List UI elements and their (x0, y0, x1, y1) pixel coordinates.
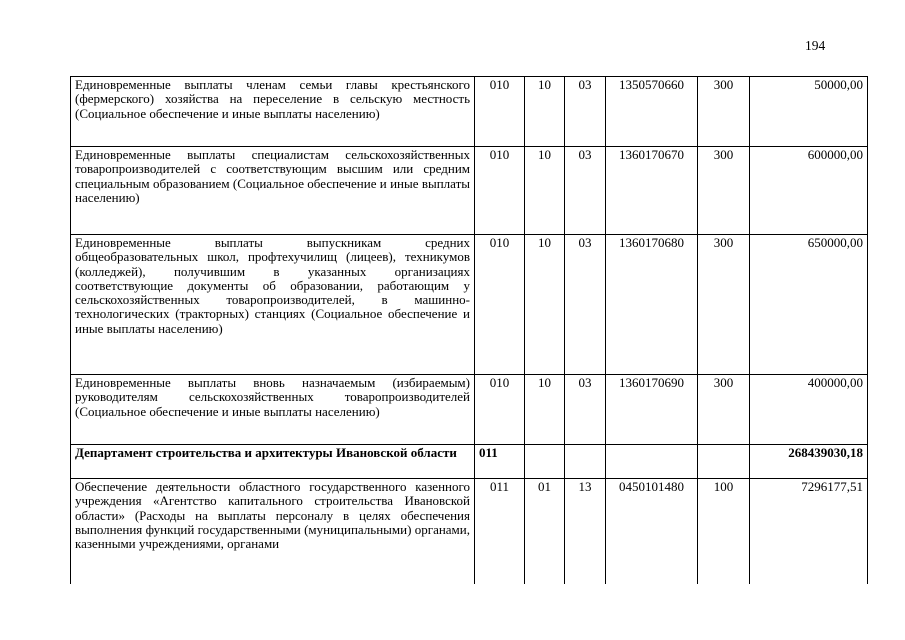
subsection-cell: 03 (565, 375, 606, 445)
ministry-code-cell: 010 (475, 375, 525, 445)
section-cell: 10 (525, 147, 565, 235)
subsection-cell: 03 (565, 147, 606, 235)
page-number: 194 (805, 38, 826, 53)
ministry-code-cell: 010 (475, 77, 525, 147)
expense-type-cell: 300 (698, 375, 750, 445)
row-name-cell: Единовременные выплаты членам семьи главы крестьянского (фермерского) хозяйства на переселение в сельскую местность (Социальное обеспечение и иные выплаты населению) (71, 77, 475, 147)
table-row (71, 235, 868, 375)
row-name-cell: Единовременные выплаты вновь назначаемым (избираемым) руководителям сельскохозяйственных товаропроизводителей (Социальное обеспечение и иные выплаты населению) (71, 375, 475, 445)
budget-table (70, 76, 868, 584)
section-cell: 10 (525, 235, 565, 375)
section-cell: 10 (525, 375, 565, 445)
subsection-cell: 03 (565, 77, 606, 147)
target-article-cell: 0450101480 (606, 479, 698, 584)
ministry-code-cell: 011 (475, 479, 525, 584)
section-cell: 01 (525, 479, 565, 584)
subsection-cell: 03 (565, 235, 606, 375)
section-cell: 10 (525, 77, 565, 147)
amount-cell: 268439030,18 (750, 445, 868, 479)
expense-type-cell: 300 (698, 147, 750, 235)
ministry-code-cell: 010 (475, 235, 525, 375)
amount-cell: 400000,00 (750, 375, 868, 445)
target-article-cell (606, 445, 698, 479)
row-name-cell: Департамент строительства и архитектуры Ивановской области (71, 445, 475, 479)
expense-type-cell: 100 (698, 479, 750, 584)
table-row (71, 445, 868, 479)
target-article-cell: 1360170680 (606, 235, 698, 375)
expense-type-cell (698, 445, 750, 479)
subsection-cell (565, 445, 606, 479)
row-name-cell: Единовременные выплаты специалистам сельскохозяйственных товаропроизводителей с соответствующим высшим или средним специальным образованием (Социальное обеспечение и иные выплаты населению) (71, 147, 475, 235)
ministry-code-cell: 011 (475, 445, 525, 479)
target-article-cell: 1360170690 (606, 375, 698, 445)
amount-cell: 50000,00 (750, 77, 868, 147)
ministry-code-cell: 010 (475, 147, 525, 235)
target-article-cell: 1360170670 (606, 147, 698, 235)
section-cell (525, 445, 565, 479)
row-name-cell: Единовременные выплаты выпускникам средних общеобразовательных школ, профтехучилищ (лицеев), техникумов (колледжей), получившим в указанных организациях соответствующие документы об образовании, работающим у сельскохозяйственных товаропроизводителей, в машинно-технологических (тракторных) станциях (Социальное обеспечение и иные выплаты населению) (71, 235, 475, 375)
table-row (71, 375, 868, 445)
table-row (71, 77, 868, 147)
target-article-cell: 1350570660 (606, 77, 698, 147)
subsection-cell: 13 (565, 479, 606, 584)
table-row (71, 147, 868, 235)
expense-type-cell: 300 (698, 235, 750, 375)
row-name-cell: Обеспечение деятельности областного государственного казенного учреждения «Агентство капитального строительства Ивановской области» (Расходы на выплаты персоналу в целях обеспечения выполнения функций государственными (муниципальными) органами, казенными учреждениями, органами (71, 479, 475, 584)
amount-cell: 650000,00 (750, 235, 868, 375)
amount-cell: 7296177,51 (750, 479, 868, 584)
amount-cell: 600000,00 (750, 147, 868, 235)
table-row (71, 479, 868, 584)
expense-type-cell: 300 (698, 77, 750, 147)
